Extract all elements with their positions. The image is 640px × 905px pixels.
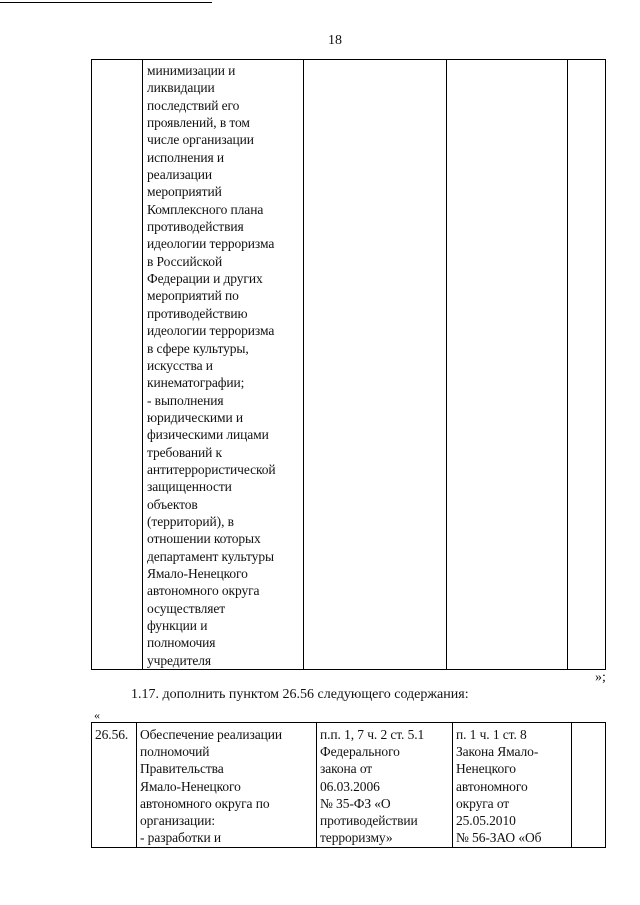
column-border [452, 722, 453, 848]
header-rule [0, 2, 212, 3]
amendment-paragraph: 1.17. дополнить пунктом 26.56 следующего содержания: [131, 687, 469, 702]
table-cell-text: минимизации и ликвидации последствий его проявлений, в том числе организации исполнения и реализации мероприятий Комплексного плана противодействия идеологии терроризма в Российской Федерации и других мероприятий по противодействию идеологии терроризма в сфере культуры, искусства и кинематографии; - выполнения юридическими и физическими лицами требований к антитеррористической защищенности объектов (территорий), в отношении которых департамент культуры Ямало-Ненецкого автономного округа осуществляет функции и полномочия учредителя [147, 63, 276, 668]
closing-quote-mark: »; [595, 670, 606, 685]
table-bottom-border [91, 847, 605, 848]
column-border [136, 722, 137, 848]
column-border [91, 59, 92, 670]
column-border [605, 722, 606, 848]
column-border [571, 722, 572, 848]
column-border [567, 59, 568, 670]
row-regional-basis: п. 1 ч. 1 ст. 8 Закона Ямало- Ненецкого автономного округа от 25.05.2010 № 56-ЗАО «Об [456, 727, 542, 846]
table-bottom-border [91, 669, 606, 670]
row-description: Обеспечение реализации полномочий Правительства Ямало-Ненецкого автономного округа по организации: - разработки и [140, 727, 283, 846]
opening-quote-mark: « [94, 708, 100, 722]
row-federal-basis: п.п. 1, 7 ч. 2 ст. 5.1 Федерального закона от 06.03.2006 № 35-ФЗ «О противодействии терроризму» [320, 727, 425, 846]
column-border [91, 722, 92, 848]
page-number: 18 [328, 33, 342, 48]
row-number: 26.56. [95, 727, 129, 742]
table-top-border [91, 59, 606, 60]
column-border [316, 722, 317, 848]
column-border [142, 59, 143, 670]
column-border [446, 59, 447, 670]
table-top-border [91, 722, 605, 723]
column-border [605, 59, 606, 670]
column-border [303, 59, 304, 670]
